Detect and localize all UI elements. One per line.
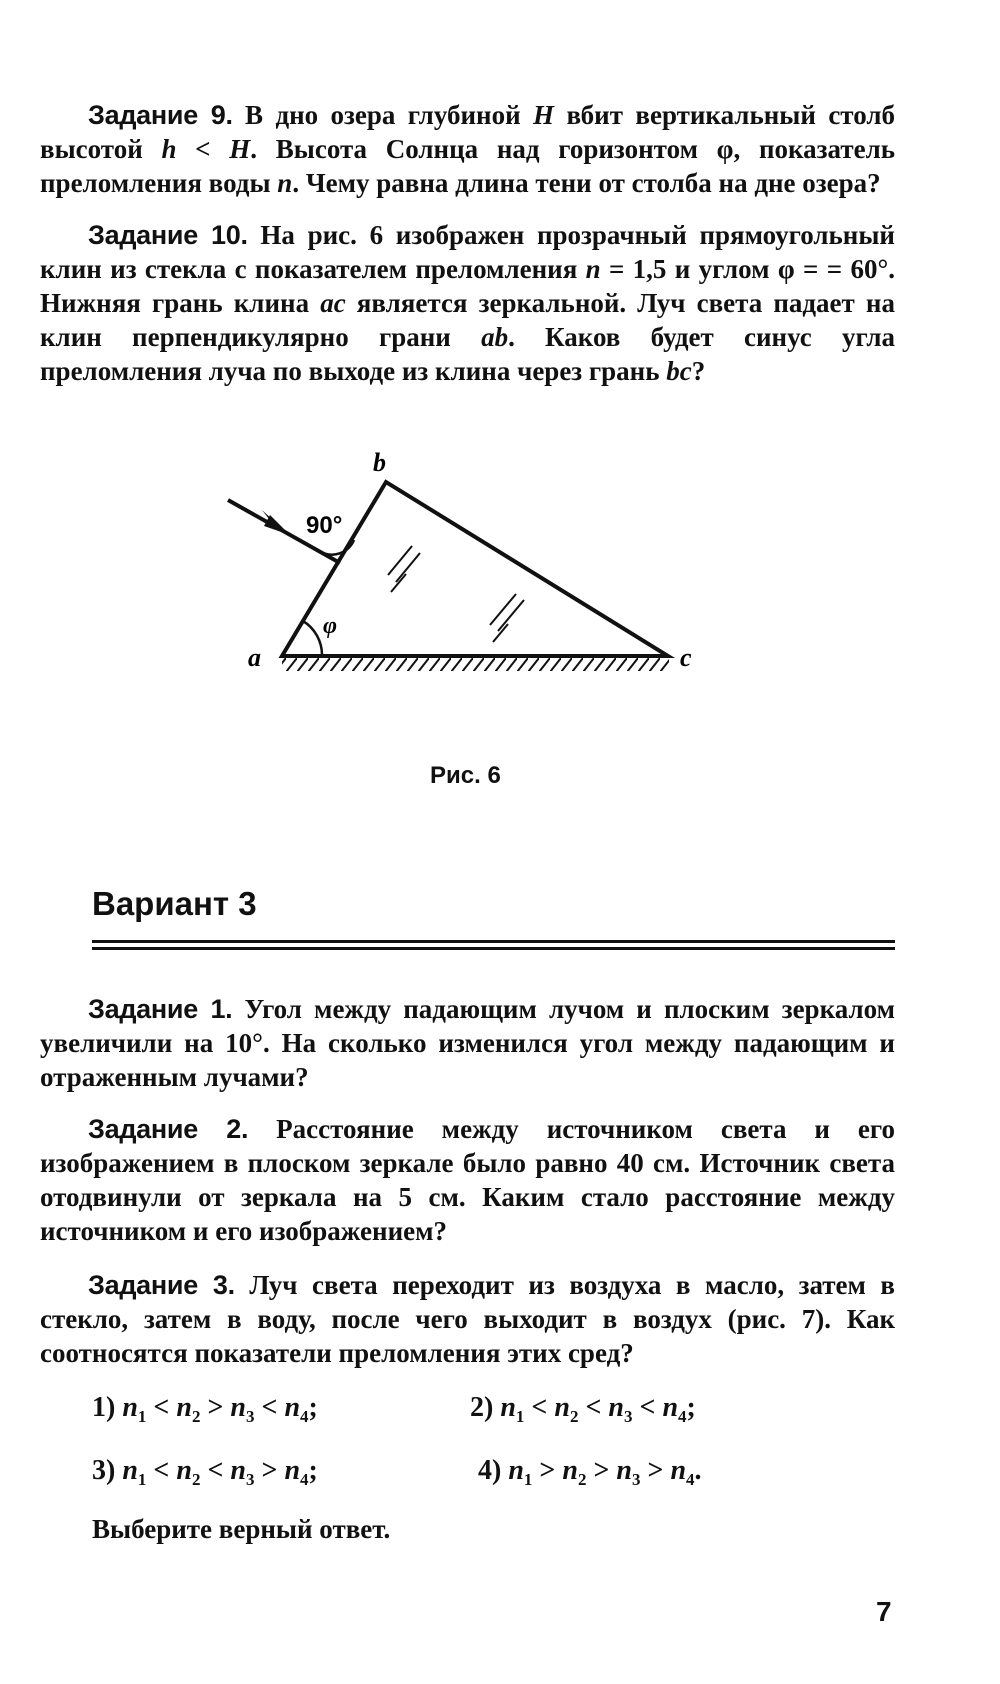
variant-heading: Вариант 3 xyxy=(92,885,257,922)
task-3-label: Задание 3. xyxy=(88,1270,235,1300)
task-10-label: Задание 10. xyxy=(88,220,248,250)
phi-angle-arc xyxy=(303,621,322,656)
option-1: 1) $n_1 < n_2 > n_3 < n_4$; xyxy=(92,1392,318,1426)
label-a: a xyxy=(248,643,261,672)
task-10: Задание 10. На рис. 6 изображен прозрачный прямоугольный клин из стекла с показателем преломления n = 1,5 и углом φ = = 60°. Нижняя грань клина ac является зеркальной. Луч света падает на клин перпендикулярно грани ab. Каков будет синус угла преломления луча по выходе из клина через грань bc? xyxy=(40,220,895,386)
page-number: 7 xyxy=(876,1596,892,1627)
wedge-triangle xyxy=(282,482,668,656)
label-90: 90° xyxy=(306,512,343,539)
option-4: 4) $n_1 > n_2 > n_3 > n_4$. xyxy=(478,1455,702,1489)
ray-arrow-head-icon xyxy=(264,515,290,535)
label-phi: φ xyxy=(323,613,338,639)
task-2: Задание 2. Расстояние между источником света и его изображением в плоском зеркале было равно 40 см. Источник света отодвинули от зеркала на 5 см. Каким стало расстояние между источником и его изображением? xyxy=(40,1114,896,1246)
task-2-label: Задание 2. xyxy=(88,1114,249,1144)
option-3: 3) $n_1 < n_2 < n_3 > n_4$; xyxy=(92,1455,318,1489)
task-9: Задание 9. В дно озера глубиной H вбит вертикальный столб высотой h < H. Высота Солнца над горизонтом φ, показатель преломления воды n. Чему равна длина тени от столба на дне озера? xyxy=(40,100,896,198)
task-1: Задание 1. Угол между падающим лучом и плоским зеркалом увеличили на 10°. На сколько изменился угол между падающим и отраженным лучами? xyxy=(40,994,895,1092)
task-3: Задание 3. Луч света переходит из воздуха в масло, затем в стекло, затем в воду, после чего выходит в воздух (рис. 7). Как соотносятся показатели преломления этих сред? xyxy=(40,1270,896,1368)
glass-marks xyxy=(388,546,524,642)
label-b: b xyxy=(373,448,386,477)
wedge-figure xyxy=(0,0,1000,760)
label-c: c xyxy=(680,643,692,672)
option-2: 2) $n_1 < n_2 < n_3 < n_4$; xyxy=(470,1392,696,1426)
divider-top xyxy=(92,940,895,943)
mirror-hatching xyxy=(282,657,669,671)
figure-caption: Рис. 6 xyxy=(430,762,501,789)
task-1-label: Задание 1. xyxy=(88,994,233,1024)
answer-prompt: Выберите верный ответ. xyxy=(92,1514,391,1544)
divider-bottom xyxy=(92,947,895,950)
task-9-label: Задание 9. xyxy=(88,100,233,130)
